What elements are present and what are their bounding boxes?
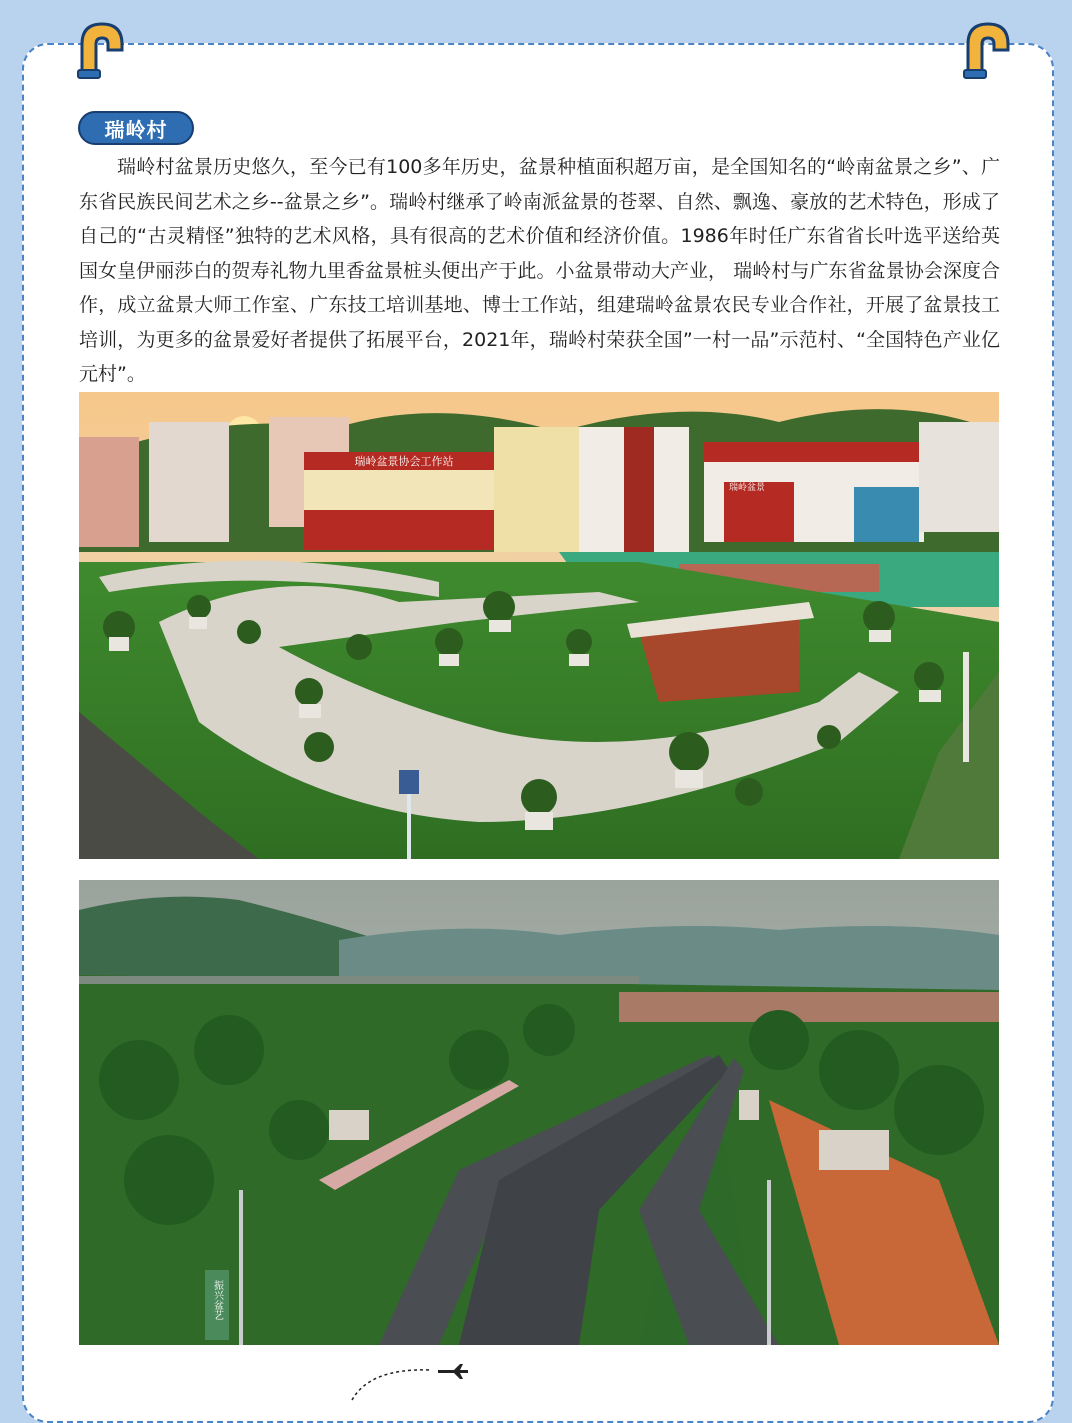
village-road-photo	[79, 880, 999, 1345]
body-paragraph: 瑞岭村盆景历史悠久，至今已有100多年历史，盆景种植面积超万亩，是全国知名的“岭南盆景之乡”、广东省民族民间艺术之乡--盆景之乡”。瑞岭村继承了岭南派盆景的苍翠、自然、飘逸、豪放的艺术特色，形成了自己的“古灵精怪”独特的艺术风格，具有很高的艺术价值和经济价值。1986年时任广东省省长叶选平送给英国女皇伊丽莎白的贺寿礼物九里香盆景桩头便出产于此。小盆景带动大产业， 瑞岭村与广东省盆景协会深度合作，成立盆景大师工作室、广东技工培训基地、博士工作站，组建瑞岭盆景农民专业合作社，开展了盆景技工培训，为更多的盆景爱好者提供了拓展平台，2021年，瑞岭村荣获全国”一村一品”示范村、“全国特色产业亿元村”。	[79, 156, 1000, 385]
bonsai-garden-photo	[79, 392, 999, 859]
hook-icon	[958, 18, 1018, 80]
airplane-icon	[350, 1362, 470, 1402]
roadside-sign: 振兴盆艺	[211, 1280, 223, 1320]
hook-icon	[72, 18, 132, 80]
garden-sign-right: 瑞岭盆景	[729, 483, 766, 493]
section-tag: 瑞岭村	[78, 111, 194, 145]
garden-sign-left: 瑞岭盆景协会工作站	[354, 455, 454, 468]
